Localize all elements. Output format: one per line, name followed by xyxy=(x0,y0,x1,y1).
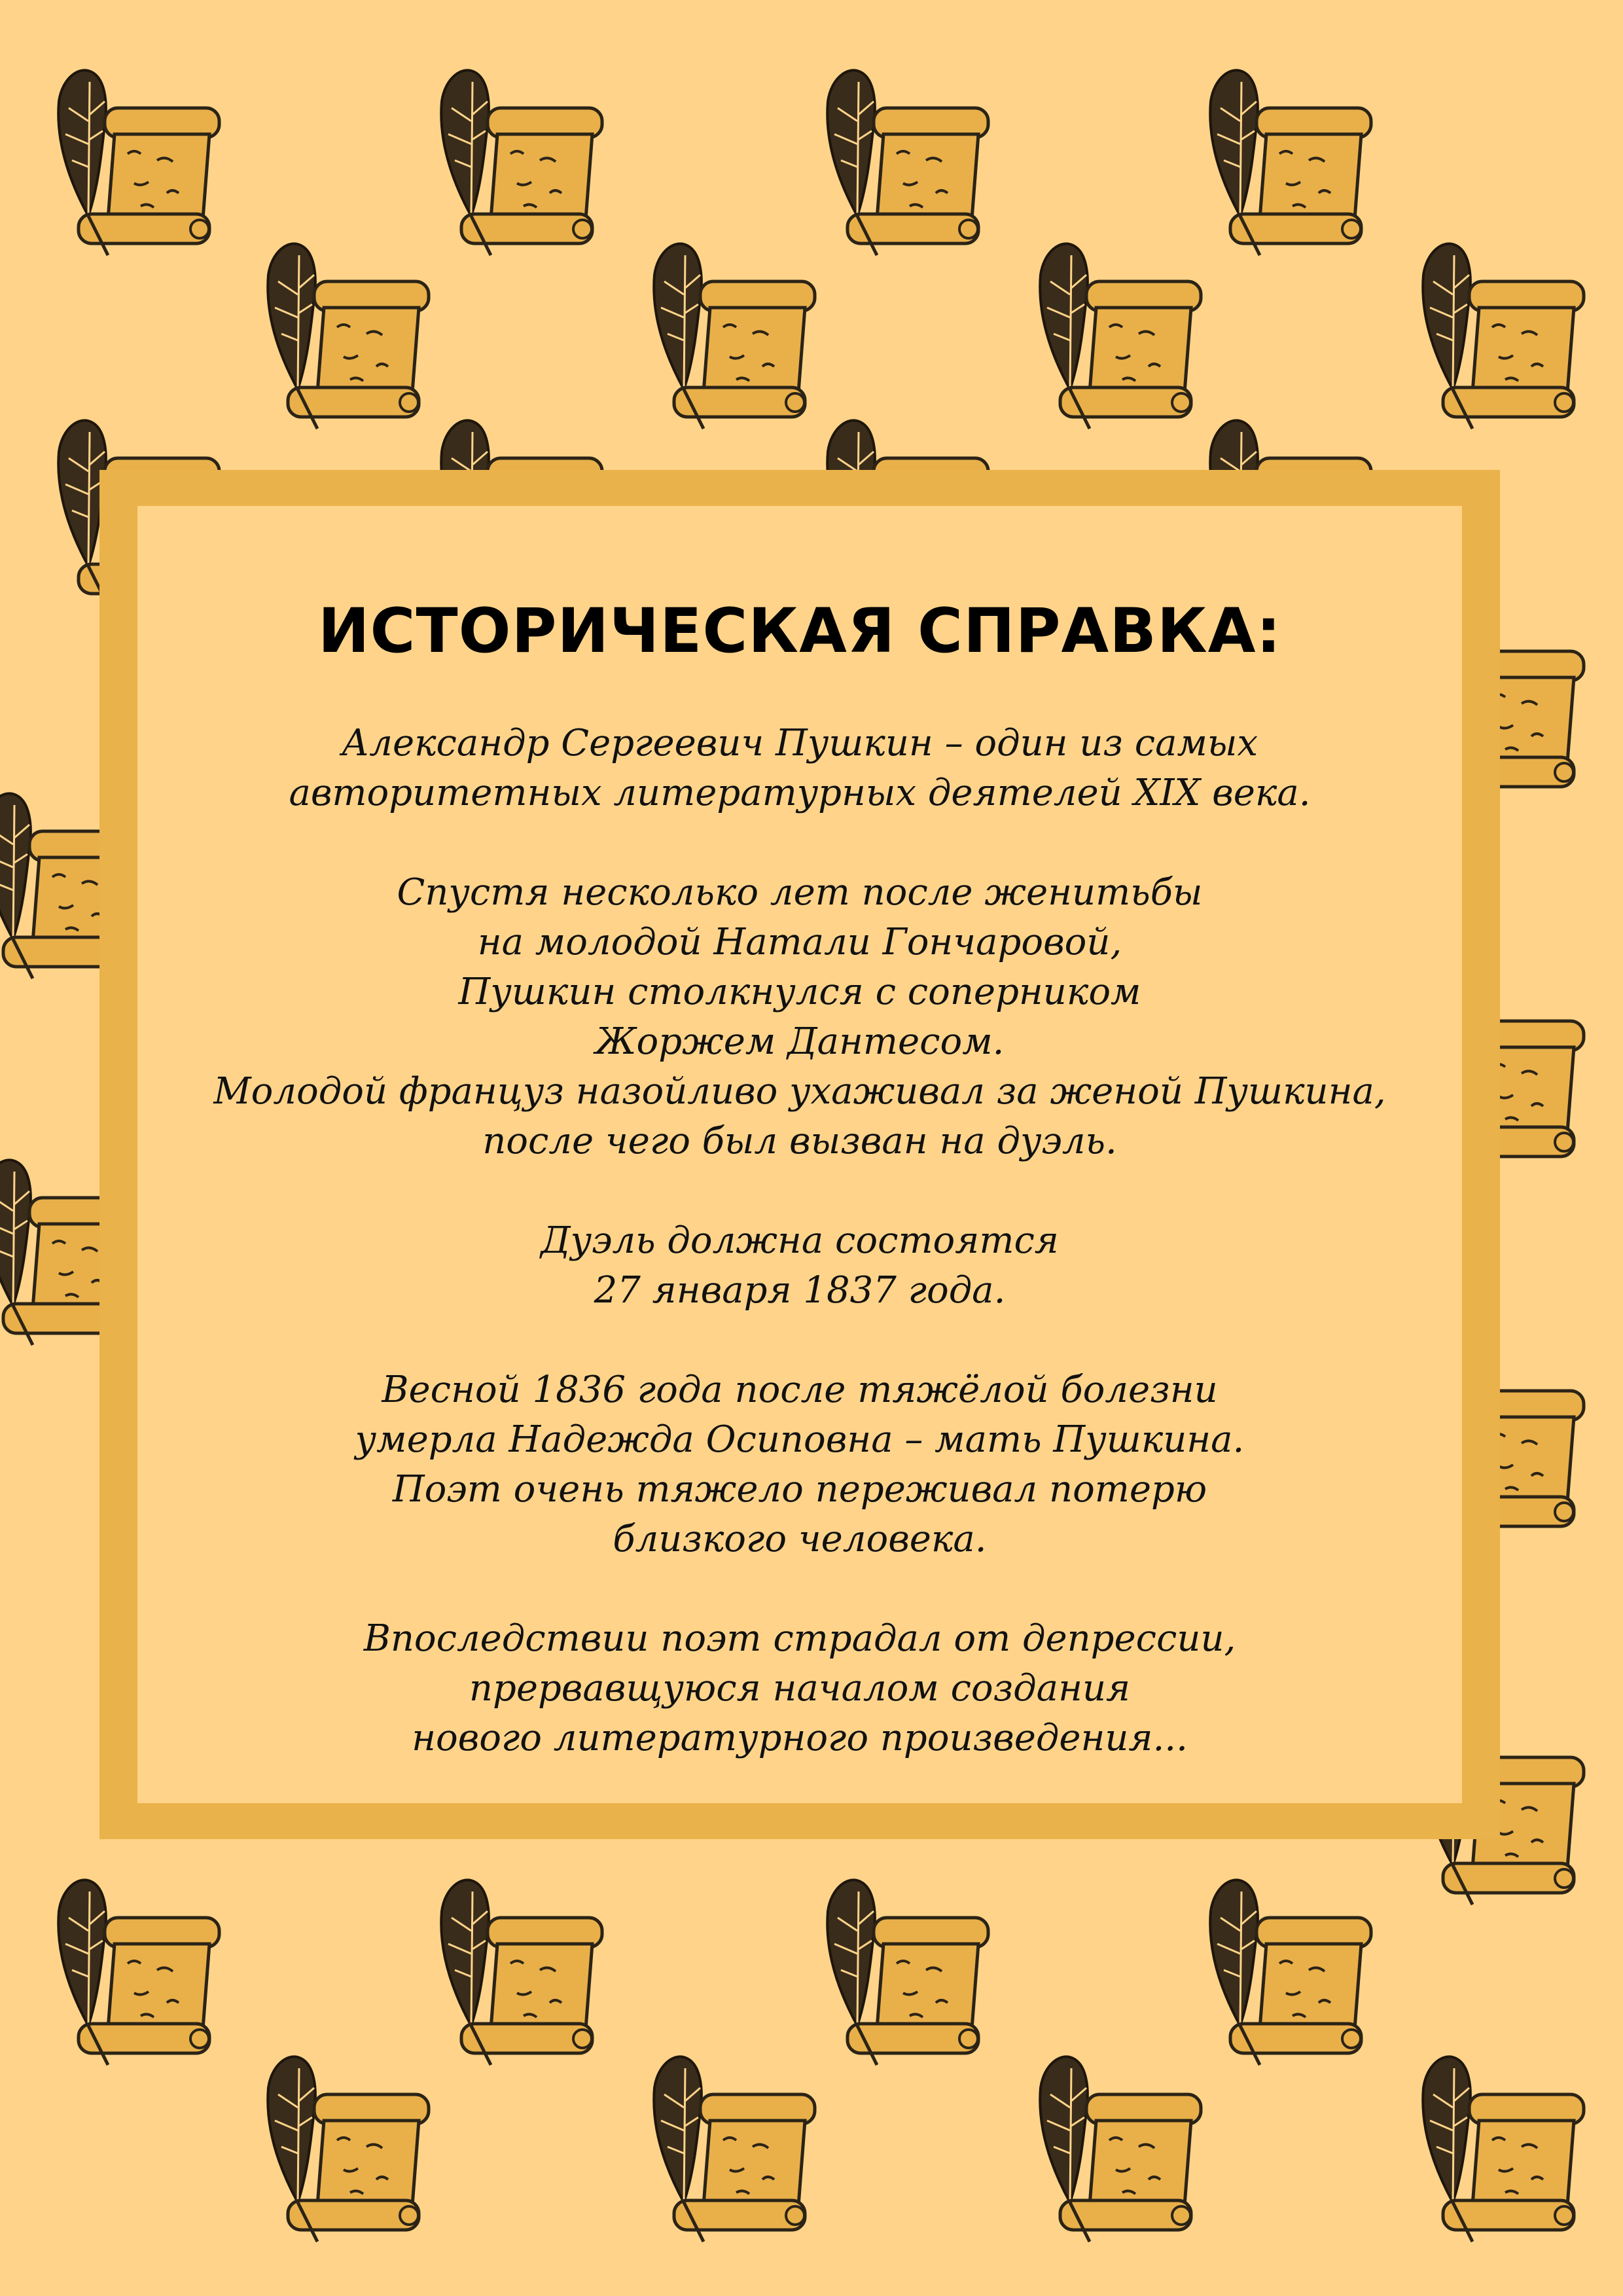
text-line: умерла Надежда Осиповна – мать Пушкина. xyxy=(355,1418,1245,1461)
historical-text xyxy=(137,719,1462,1813)
text-line: Александр Сергеевич Пушкин – один из самых xyxy=(341,722,1258,764)
text-line: прервавщуюся началом создания xyxy=(469,1667,1131,1710)
text-line: Молодой француз назойливо ухаживал за женой Пушкина, xyxy=(213,1070,1386,1113)
text-line: Жоржем Дантесом. xyxy=(595,1020,1005,1063)
text-line: на молодой Натали Гончаровой, xyxy=(477,921,1122,963)
text-line: Весной 1836 года после тяжёлой болезни xyxy=(382,1369,1218,1411)
paragraph-depression xyxy=(137,1614,1462,1763)
page-title: ИСТОРИЧЕСКАЯ СПРАВКА: xyxy=(317,596,1282,667)
paragraph-pushkin-intro xyxy=(137,719,1462,818)
info-card xyxy=(137,506,1462,1803)
text-line: после чего был вызван на дуэль. xyxy=(482,1120,1117,1162)
text-line: 27 января 1837 года. xyxy=(594,1269,1006,1312)
text-line: Пушкин столкнулся с соперником xyxy=(458,971,1141,1013)
text-line: Поэт очень тяжело переживал потерю xyxy=(392,1468,1207,1511)
text-line: Дуэль должна состоятся xyxy=(541,1219,1059,1262)
text-line: авторитетных литературных деятелей XIX века. xyxy=(289,772,1311,814)
info-card-frame xyxy=(99,470,1500,1839)
paragraph-mother xyxy=(137,1365,1462,1564)
text-line: Спустя несколько лет после женитьбы xyxy=(397,871,1203,914)
paragraph-duel-date xyxy=(137,1216,1462,1316)
text-line: нового литературного произведения... xyxy=(412,1717,1188,1759)
text-line: близкого человека. xyxy=(613,1518,987,1560)
text-line: Впоследствии поэт страдал от депрессии, xyxy=(363,1617,1236,1660)
paragraph-dantes xyxy=(137,868,1462,1166)
